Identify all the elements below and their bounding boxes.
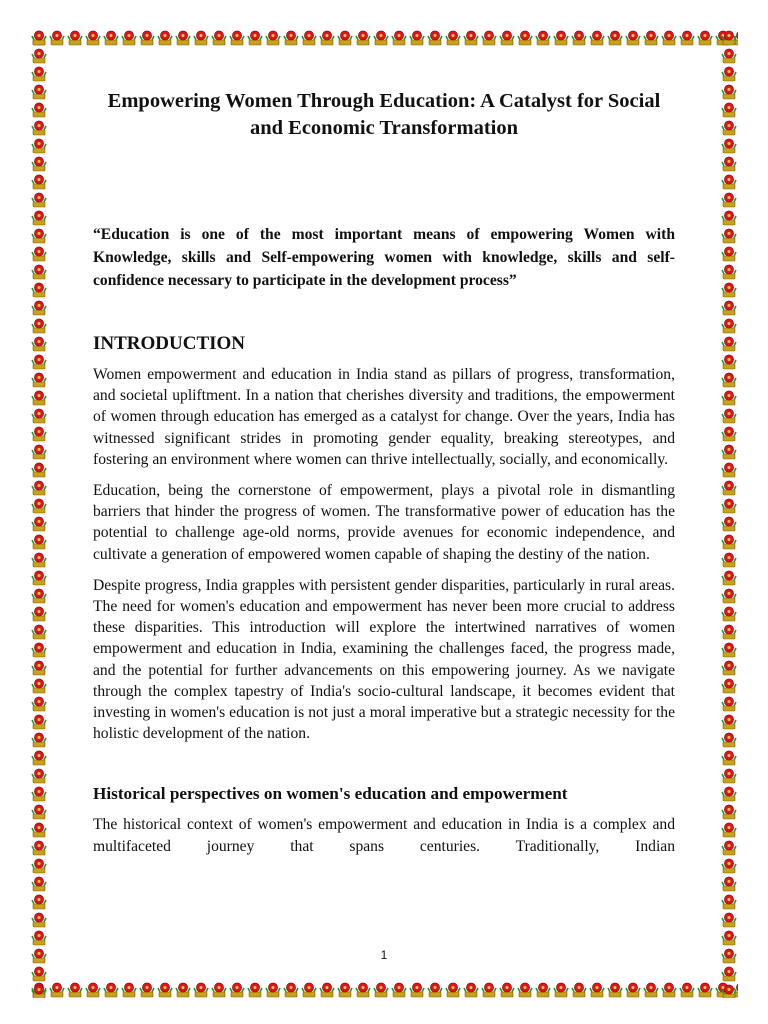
page-number: 1 (380, 948, 388, 962)
historical-heading: Historical perspectives on women's education and empowerment (93, 784, 568, 804)
introduction-heading: INTRODUCTION (93, 333, 246, 354)
border-bottom (30, 980, 738, 998)
introduction-paragraph-1: Women empowerment and education in India stand as pillars of progress, transformation, and societal upliftment. In a nation that cherishes diversity and traditions, the empowerment of women through education has emerged as a catalyst for change. Over the years, India has witnessed significant strides in promoting gender equality, breaking stereotypes, and fostering an environment where women can thrive intellectually, socially, and economically. (93, 366, 675, 468)
introduction-paragraph-2: Education, being the cornerstone of empowerment, plays a pivotal role in dismantling barriers that hinder the progress of women. The transformative power of education has the potential to challenge age-old norms, provide avenues for economic independence, and cultivate a generation of empowered women capable of shaping the destiny of the nation. (93, 482, 675, 563)
epigraph-quote: “Education is one of the most important means of empowering Women with Knowledge, skills and Self-empowering women with knowledge, skills and self-confidence necessary to participate in the development process” (93, 226, 675, 289)
border-left (30, 28, 48, 998)
historical-paragraph-1: The historical context of women's empowerment and education in India is a complex and multifaceted journey that spans centuries. Traditionally, Indian (93, 816, 675, 855)
document-title: Empowering Women Through Education: A Catalyst for Social and Economic Transformation (107, 90, 661, 139)
border-right (720, 28, 738, 998)
introduction-paragraph-3: Despite progress, India grapples with persistent gender disparities, particularly in rural areas. The need for women's education and empowerment has never been more crucial to address these disparities. This introduction will explore the intertwined narratives of women empowerment and education in India, examining the challenges faced, the progress made, and the potential for further advancements on this empowering journey. As we navigate through the complex tapestry of India's socio-cultural landscape, it becomes evident that investing in women's education is not just a moral imperative but a strategic necessity for the holistic development of the nation. (93, 576, 675, 743)
border-top (30, 28, 738, 46)
document-body (93, 88, 675, 867)
